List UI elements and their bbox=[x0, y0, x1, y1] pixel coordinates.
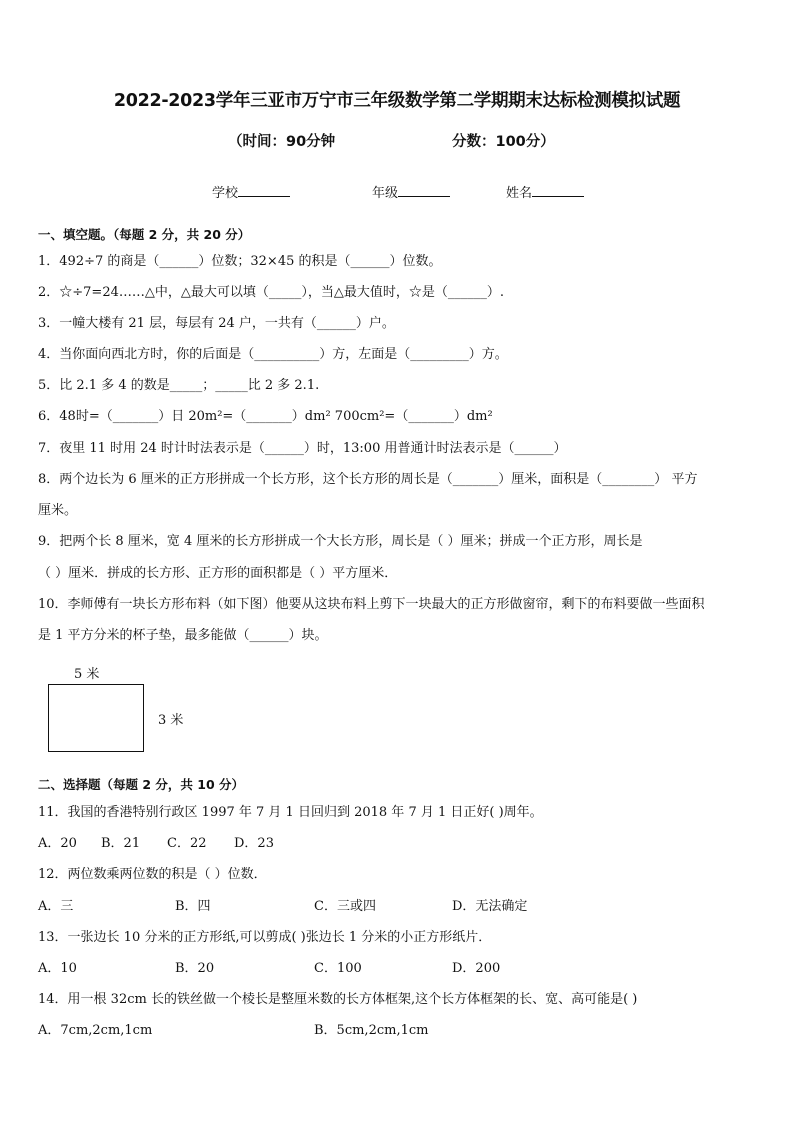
cloth-rectangle-figure bbox=[48, 684, 144, 752]
name-field bbox=[506, 182, 584, 201]
grade-blank bbox=[398, 183, 450, 197]
question-1: 1．492÷7 的商是（______）位数；32×45 的积是（______）位数。 bbox=[38, 254, 442, 269]
question-9-line-2: （ ）厘米．拼成的长方形、正方形的面积都是（ ）平方厘米． bbox=[38, 566, 398, 581]
name-blank bbox=[532, 183, 584, 197]
q11-option-d: D．23 bbox=[234, 836, 274, 851]
q12-option-c: C．三或四 bbox=[314, 899, 376, 914]
q12-option-a: A．三 bbox=[38, 899, 74, 914]
q13-option-a: A．10 bbox=[38, 961, 77, 976]
q11-option-b: B．21 bbox=[101, 836, 141, 851]
q12-option-d: D．无法确定 bbox=[452, 899, 528, 914]
exam-score: 分数：100分） bbox=[452, 134, 555, 150]
question-10-line-1: 10．李师傅有一块长方形布料（如下图）他要从这块布料上剪下一块最大的正方形做窗帘，剩下的布料要做一些面积 bbox=[38, 597, 705, 612]
figure-width-label: 5 米 bbox=[74, 667, 100, 682]
q14-option-a: A．7cm,2cm,1cm bbox=[38, 1023, 153, 1038]
q13-option-d: D．200 bbox=[452, 961, 501, 976]
q14-option-b: B．5cm,2cm,1cm bbox=[314, 1023, 429, 1038]
figure-height-label: 3 米 bbox=[158, 713, 184, 728]
q13-option-b: B．20 bbox=[175, 961, 215, 976]
question-14: 14．用一根 32cm 长的铁丝做一个棱长是整厘米数的长方体框架,这个长方体框架的长、宽、高可能是( ) bbox=[38, 992, 638, 1007]
q12-option-b: B．四 bbox=[175, 899, 211, 914]
q11-option-c: C．22 bbox=[167, 836, 207, 851]
question-13: 13．一张边长 10 分米的正方形纸,可以剪成( )张边长 1 分米的小正方形纸片． bbox=[38, 930, 492, 945]
section-multiple-choice: 二、选择题（每题 2 分，共 10 分） bbox=[38, 777, 245, 792]
question-3: 3．一幢大楼有 21 层，每层有 24 户，一共有（______）户。 bbox=[38, 316, 395, 331]
q13-option-c: C．100 bbox=[314, 961, 362, 976]
grade-label: 年级 bbox=[372, 186, 399, 201]
question-9-line-1: 9．把两个长 8 厘米，宽 4 厘米的长方形拼成一个大长方形，周长是（ ）厘米；拼成一个正方形，周长是 bbox=[38, 534, 643, 549]
question-5: 5．比 2.1 多 4 的数是_____；_____比 2 多 2.1. bbox=[38, 378, 320, 393]
exam-time: （时间：90分钟 bbox=[228, 134, 336, 150]
question-2: 2．☆÷7=24……△中，△最大可以填（_____），当△最大值时，☆是（______）. bbox=[38, 285, 504, 300]
school-label: 学校 bbox=[212, 186, 239, 201]
grade-field bbox=[372, 182, 450, 201]
school-field bbox=[212, 182, 290, 201]
question-4: 4．当你面向西北方时，你的后面是（__________）方，左面是（_________）方。 bbox=[38, 347, 508, 362]
question-11: 11．我国的香港特别行政区 1997 年 7 月 1 日回归到 2018 年 7 月 1 日正好( )周年。 bbox=[38, 805, 543, 820]
exam-title: 2022-2023学年三亚市万宁市三年级数学第二学期期末达标检测模拟试题 bbox=[113, 91, 681, 111]
q11-option-a: A．20 bbox=[38, 836, 77, 851]
school-blank bbox=[238, 183, 290, 197]
section-fill-blank: 一、填空题。（每题 2 分，共 20 分） bbox=[38, 227, 251, 242]
question-7: 7．夜里 11 时用 24 时计时法表示是（______）时，13:00 用普通计时法表示是（______） bbox=[38, 441, 567, 456]
question-6: 6．48时=（_______）日 20m²=（_______）dm² 700cm²=（_______）dm² bbox=[38, 409, 493, 424]
question-8-line-1: 8．两个边长为 6 厘米的正方形拼成一个长方形，这个长方形的周长是（_______）厘米，面积是（________） 平方 bbox=[38, 472, 698, 487]
question-8-line-2: 厘米。 bbox=[38, 503, 78, 518]
name-label: 姓名 bbox=[506, 186, 533, 201]
question-10-line-2: 是 1 平方分米的杯子垫，最多能做（______）块。 bbox=[38, 628, 328, 643]
question-12: 12．两位数乘两位数的积是（ ）位数． bbox=[38, 867, 267, 882]
